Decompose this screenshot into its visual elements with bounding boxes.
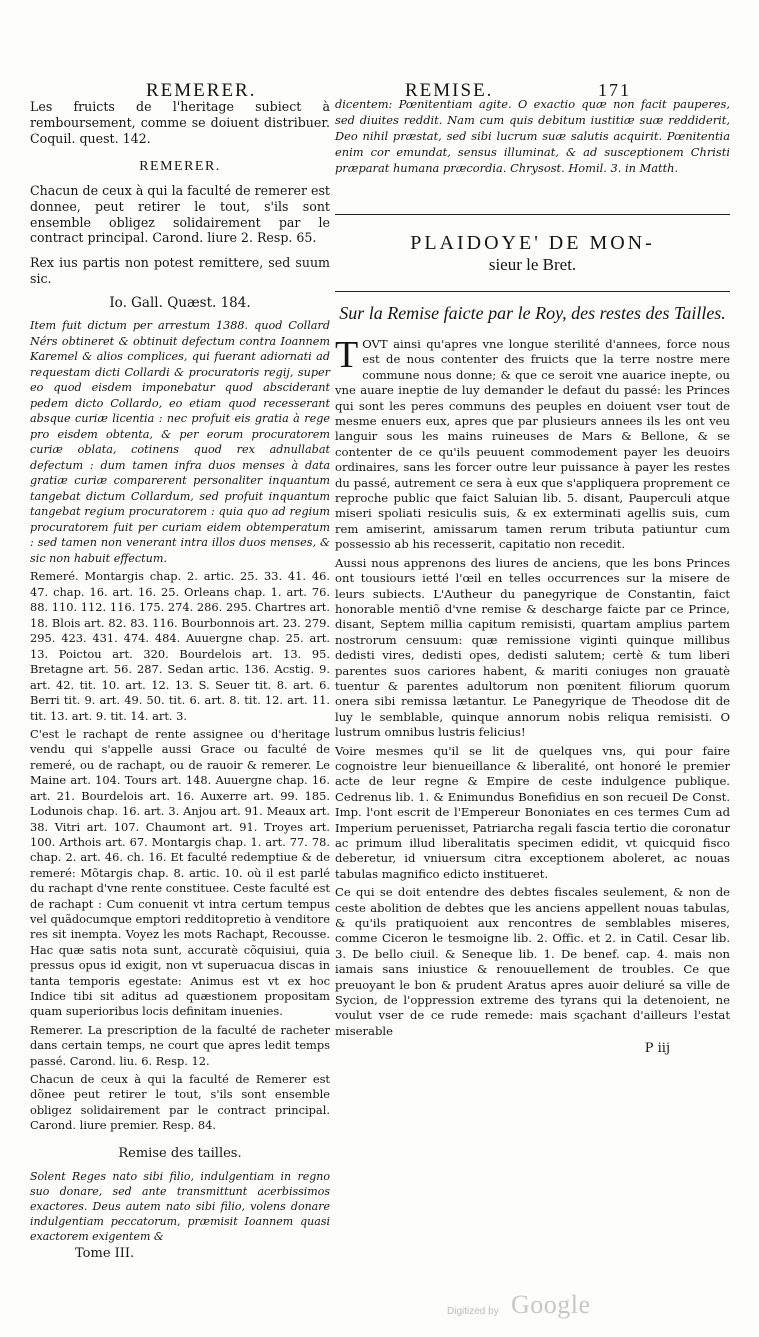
paragraph-voire: Voire mesmes qu'il se lit de quelques vns, qui pour faire cognoistre leur bienueillance & liberalité, ont honoré le premier acte de leur regne & Empire de ceste indulgence publique. Cedrenus lib. 1. & Enimundus Bonefidius en son recueil De Const. Imp. l'ont escrit de l'Empereur Bononiates en ces termes Cum ad Imperium peruenisset, Patriarcha regali fascia tertio die coronatur ac primum illud liberalitatis specimen edidit, vt quicquid fisco deberetur, id vniuersum citra exceptionem aboleret, ac nouas tabulas magnifico edicto institueret. xyxy=(335,743,730,881)
title-line-2: sieur le Bret. xyxy=(488,255,577,274)
center-running-head: REMISE. xyxy=(405,80,494,101)
maxim: Rex ius partis non potest remittere, sed suum sic. xyxy=(30,255,330,287)
paragraph-prescription: Remerer. La prescription de la faculté de racheter dans certain temps, ne court que apres ledit temps passé. Carond. liu. 6. Resp. 12. xyxy=(30,1022,330,1068)
paragraph-solent: Solent Reges nato sibi filio, indulgentiam in regno suo donare, sed ante transmittunt acerbissimos exactores. Deus autem nato sibi filio, volens donare indulgentiam peccatorum, præmisit Ioannem quasi exactorem exigentem & xyxy=(30,1169,330,1243)
paragraph-rachapt: C'est le rachapt de rente assignee ou d'heritage vendu qui s'appelle aussi Grace ou faculté de remeré, ou de rachapt, ou de rauoir & remerer. Le Maine art. 104. Tours art. 148. Auuergne chap. 16. art. 21. Bourdelois art. 16. Auxerre art. 99. 185. Lodunois chap. 16. art. 3. Anjou art. 91. Meaux art. 38. Vitri art. 107. Chaumont art. 91. Troyes art. 100. Arthois art. 67. Montargis chap. 1. art. 77. 78. chap. 2. art. 46. ch. 16. Et faculté redemptiue & de remeré: Mõtargis chap. 8. artic. 10. où il est parlé du rachapt d'vne rente constituee. Ceste faculté est de rachapt : Cum conuenit vt intra certum tempus vel quãdocumque emptori redditopretio à venditore res sit inempta. Voyez les mots Rachapt, Recousse. Hac quæ satis nota sunt, accuratè cõquisiui, quia pressus opus id exigit, non vt superuacua discas in tanta temporis egestate: Animus est vt ex hoc Indice tibi sit aditus ad quæstionem propositam quam superioribus locis definitam inuenies. xyxy=(30,727,330,1019)
left-running-head: REMERER. xyxy=(146,80,257,101)
sub-heading: Sur la Remise faicte par le Roy, des restes des Tailles. xyxy=(339,303,726,323)
paragraph-aussi: Aussi nous apprenons des liures de anciens, que les bons Princes ont tousiours ietté l'œil en telles occurrences sur la misere de leurs subiects. L'Autheur du panegyrique de Constantin, faict honorable mentiõ d'vne remise & descharge faicte par ce Prince, disant, Septem millia capitum remisisti, quartam amplius partem nostrorum censuum: quæ remissione viginti quinque millibus dedisti vires, dedisti opes, dedisti salutem; certè & tum liberi parentes suos cariores habent, & mariti coniuges non grauatè tuentur & parentes adultorum non pœnitent filiorum quorum onera sibi remissa lætantur. Le Panegyrique de Theodose dit de luy le semblable, quinque annorum nobis reliqua remisisti. O lustrum omnibus lustris felicius! xyxy=(335,555,730,740)
paragraph-tout: OVT ainsi qu'apres vne longue sterilité d'annees, force nous est de nous contenter des fruicts que la terre nostre mere commune nous donne; & que ce seroit vne auarice inepte, ou vne auare ineptie de luy demander le defaut du passé: les Princes qui sont les peres communs des peuples en doiuent vser tout de mesme enuers eux, apres que par plusieurs annees ils les ont veu languir sous les mains ruineuses de Mars & Bellone, & se contenter de ce qu'ils peuuent commodement payer les deuoirs ordinaires, sans les forcer outre leur puissance à payer les restes du passé, autrement ce sera à eux que s'appliquera proprement ce reproche public que faict Saluian lib. 5. disant, Pauperculi atque miseri spoliati resiculis suis, & ex exterminati agellis suis, cum rem amiserint, amissarum tamen rerum tributa patiuntur cum possessio ab his recesserit, capitatio non recedit. xyxy=(335,337,730,552)
mid-rule xyxy=(335,291,730,292)
drop-cap: T xyxy=(335,334,359,376)
tome-label: Tome III. xyxy=(75,1245,135,1261)
right-column xyxy=(335,96,730,176)
latin-arrest-block: Item fuit dictum per arrestum 1388. quod Collard Nérs obtineret & obtinuit defectum contra Ioannem Karemel & alios complices, qui fuerant adiornati ad requestam dicti Collardi & procuratoris regij, super eo quod eisdem imponebatur quod absciderant pedem dicto Collardo, eo etiam quod recesserant absque curiæ licentia : nec profuit eis gratia à rege pro eisdem obtenta, & per eorum procuratorem curiæ oblata, cotinens quod rex adnullabat defectum : dum tamen infra duos menses à data gratiæ curiæ comparerent personaliter inquantum tangebat dictum Collardum, sed profuit inquantum tangebat regium procuratorem : quia quo ad regium procuratorem fuit per curiam eidem obtemperatum : sed tamen non venerant intra illos duos menses, & sic non habuit effectum. xyxy=(30,319,330,565)
paragraph-chacun-2: Chacun de ceux à qui la faculté de Remerer est dõnee peut retirer le tout, s'ils sont ensemble obligez solidairement par le contract principal. Carond. liure premier. Resp. 84. xyxy=(30,1072,330,1133)
title-line-1: PLAIDOYE' DE MON- xyxy=(410,232,655,254)
paragraph-chacun: Chacun de ceux à qui la faculté de remerer est donnee, peut retirer le tout, s'ils sont ensemble obligez solidairement par le contract principal. Carond. liure 2. Resp. 65. xyxy=(30,182,330,246)
intro-line: Les fruicts de l'heritage subiect à remboursement, comme se doiuent distribuer. Coquil. quest. 142. xyxy=(30,99,330,146)
google-watermark xyxy=(447,1288,667,1328)
heading-remerer: REMERER. xyxy=(139,158,221,174)
signature-mark: P iij xyxy=(644,1041,670,1057)
top-rule xyxy=(335,214,730,215)
google-logo: Google xyxy=(511,1290,591,1319)
left-column xyxy=(30,99,330,1261)
right-body xyxy=(335,301,730,1056)
digitized-by-label: Digitized by xyxy=(447,1306,499,1317)
page-number: 171 xyxy=(598,80,631,100)
heading-remise-tailles: Remise des tailles. xyxy=(118,1145,242,1161)
right-title-block xyxy=(335,232,730,275)
paragraph-ce-qui: Ce qui se doit entendre des debtes fiscales seulement, & non de ceste abolition de debtes que les anciens appellent nouas tabulas, & qu'ils pratiquoient aux rencontres de semblables miseres, comme Ciceron le tesmoigne lib. 2. Offic. et 2. in Catil. Cesar lib. 3. De bello ciuil. & Seneque lib. 1. De benef. cap. 4. mais non iamais sans iniustice & renouuellement de troubles. Ce que preuoyant le bon & prudent Aratus apres auoir deliuré sa ville de Sycion, de l'oppression extreme des tyrans qui la detenoient, ne voulut vser de ce rude remede: mais sçachant d'ailleurs l'estat miserable xyxy=(335,885,730,1038)
latin-top: dicentem: Pœnitentiam agite. O exactio quæ non facit pauperes, sed diuites reddit. Nam cum quis debitum iustitiæ suæ reddiderit, Deo nihil præstat, sed sibi lucrum suæ salutis acquirit. Pœnitentia enim cor emundat, sensus illuminat, & ad susceptionem Christi præparat humana præcordia. Chrysost. Homil. 3. in Matth. xyxy=(335,97,730,175)
citation: Io. Gall. Quæst. 184. xyxy=(109,295,251,312)
paragraph-remere-refs: Remeré. Montargis chap. 2. artic. 25. 33. 41. 46. 47. chap. 16. art. 16. 25. Orleans chap. 1. art. 76. 88. 110. 112. 116. 175. 274. 286. 295. Chartres art. 18. Blois art. 82. 83. 116. Bourbonnois art. 23. 279. 295. 423. 431. 474. 484. Auuergne chap. 25. art. 13. Poictou art. 320. Bourdelois art. 13. 95. Bretagne art. 56. 287. Sedan artic. 136. Acstig. 9. art. 42. tit. 10. art. 12. 13. S. Seuer tit. 8. art. 6. Berri tit. 9. art. 49. 50. tit. 6. art. 8. tit. 12. art. 11. tit. 13. art. 9. tit. 14. art. 3. xyxy=(30,569,330,723)
